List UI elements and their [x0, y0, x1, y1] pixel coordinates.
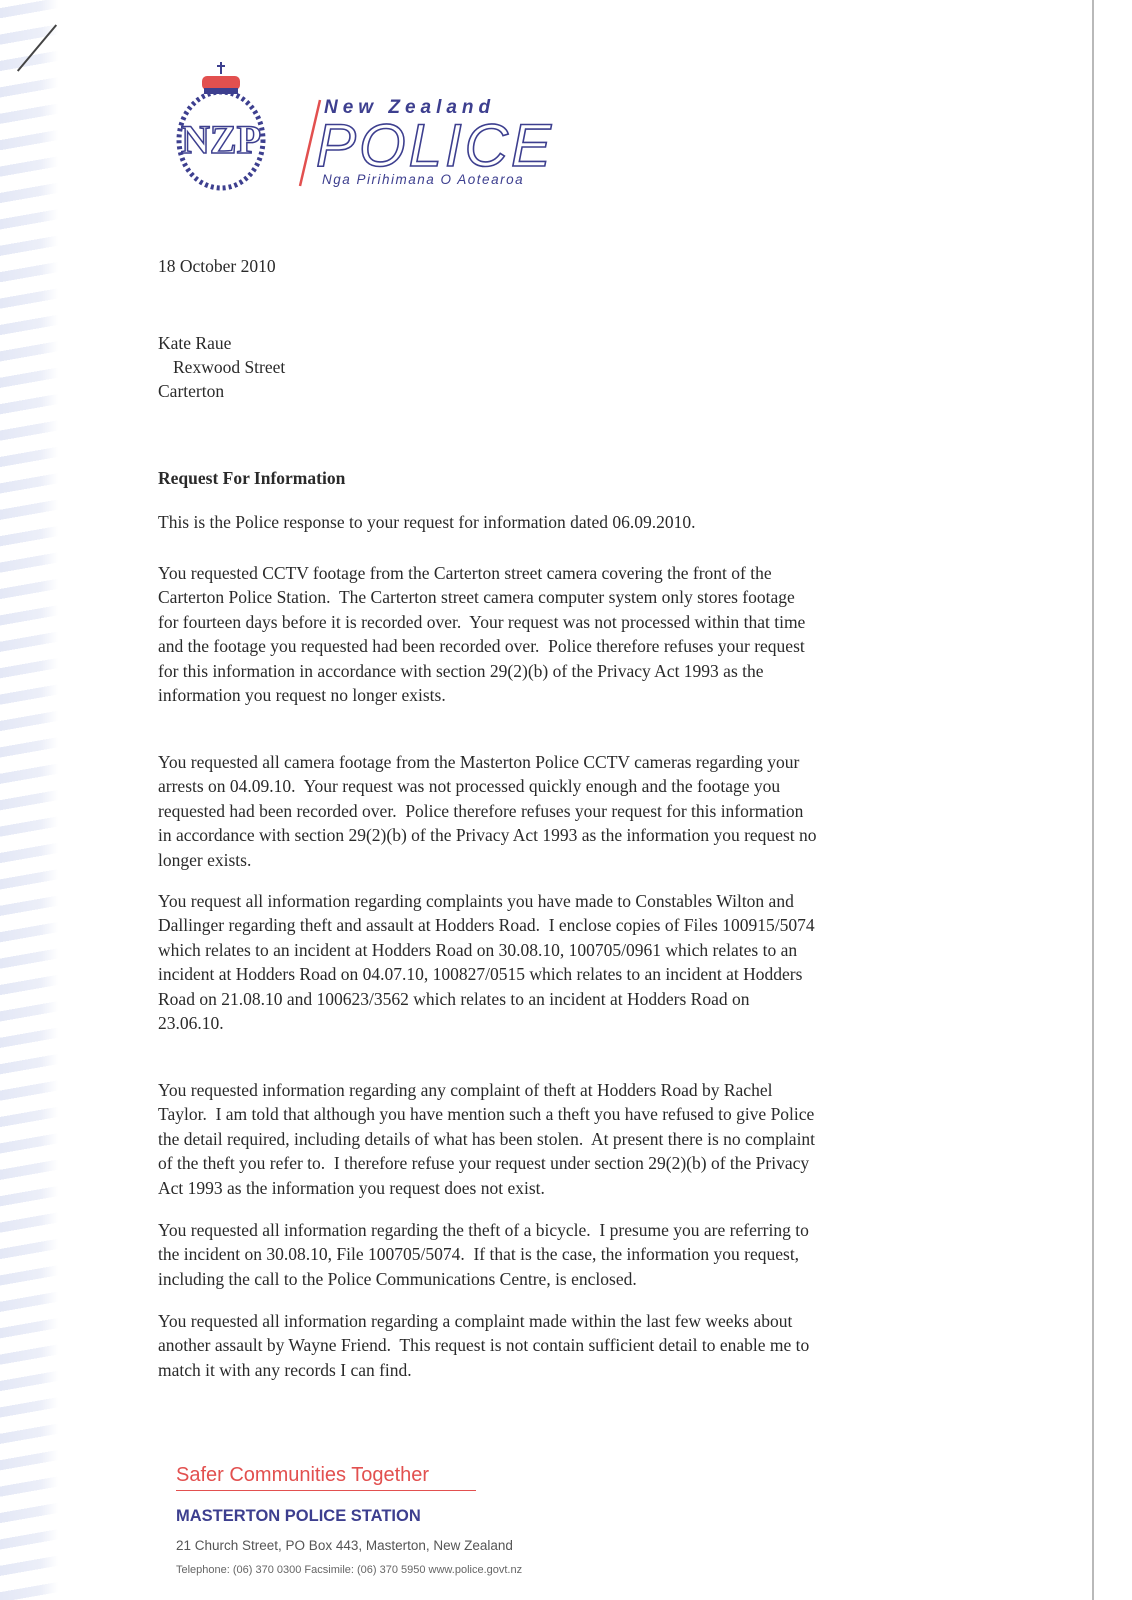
- decorative-margin-strip: [0, 0, 58, 1600]
- footer-contact: Telephone: (06) 370 0300 Facsimile: (06) 370 5950 www.police.govt.nz: [176, 1564, 523, 1576]
- paragraph-3: You requested all camera footage from the Masterton Police CCTV cameras regarding your arrests on 04.09.10. Your request was not processed quickly enough and the footage you requested had been recorded over. Police therefore refuses your request for this information in accordance with section 29(2)(b) of the Privacy Act 1993 as the information you request no longer exists.: [158, 752, 817, 870]
- paragraph-4: You request all information regarding complaints you have made to Constables Wilton and Dallinger regarding theft and assault at Hodders Road. I enclose copies of Files 100915/5074 which relates to an incident at Hodders Road on 30.08.10, 100705/0961 which relates to an incident at Hodders Road on 04.07.10, 100827/0515 which relates to an incident at Hodders Road on 21.08.10 and 100623/3562 which relates to an incident at Hodders Road on 23.06.10.: [158, 891, 815, 1034]
- letter-date: 18 October 2010: [158, 256, 276, 276]
- paragraph-5: You requested information regarding any complaint of theft at Hodders Road by Rachel Taylor. I am told that although you have mention such a theft you have refused to give Police the detail required, including details of what has been stolen. At present there is no complaint of the theft you refer to. I therefore refuse your request under section 29(2)(b) of the Privacy Act 1993 as the information you request does not exist.: [158, 1080, 816, 1198]
- footer-slogan: Safer Communities Together: [176, 1464, 476, 1491]
- footer-address: 21 Church Street, PO Box 443, Masterton, New Zealand: [176, 1538, 513, 1553]
- recipient-town: Carterton: [158, 381, 225, 401]
- paragraph-2: You requested CCTV footage from the Carterton street camera covering the front of the Carterton Police Station. The Carterton street camera computer system only stores footage for fourteen days before it is recorded over. Your request was not processed within that time and the footage you requested had been recorded over. Police therefore refuses your request for this information in accordance with section 29(2)(b) of the Privacy Act 1993 as the information you request no longer exists.: [158, 563, 806, 706]
- police-crest-icon: [172, 58, 572, 198]
- footer-station: MASTERTON POLICE STATION: [176, 1507, 421, 1525]
- page-edge: [1092, 0, 1094, 1600]
- paragraph-6: You requested all information regarding the theft of a bicycle. I presume you are referring to the incident on 30.08.10, File 100705/5074. If that is the case, the information you request, including the call to the Police Communications Centre, is enclosed.: [158, 1220, 809, 1289]
- recipient-name: Kate Raue: [158, 333, 232, 353]
- police-logo: [172, 58, 572, 203]
- svg-text:POLICE: POLICE: [316, 112, 551, 179]
- paragraph-7: You requested all information regarding a complaint made within the last few weeks about another assault by Wayne Friend. This request is not contain sufficient detail to enable me to match it with any records I can find.: [158, 1311, 810, 1380]
- recipient-street: Rexwood Street: [173, 357, 286, 377]
- svg-text:Nga Pirihimana O Aotearoa: Nga Pirihimana O Aotearoa: [322, 172, 525, 187]
- letter-subject: Request For Information: [158, 468, 346, 488]
- svg-text:NZP: NZP: [181, 117, 261, 162]
- svg-text:New Zealand: New Zealand: [324, 97, 496, 118]
- paragraph-1: This is the Police response to your request for information dated 06.09.2010.: [158, 512, 696, 532]
